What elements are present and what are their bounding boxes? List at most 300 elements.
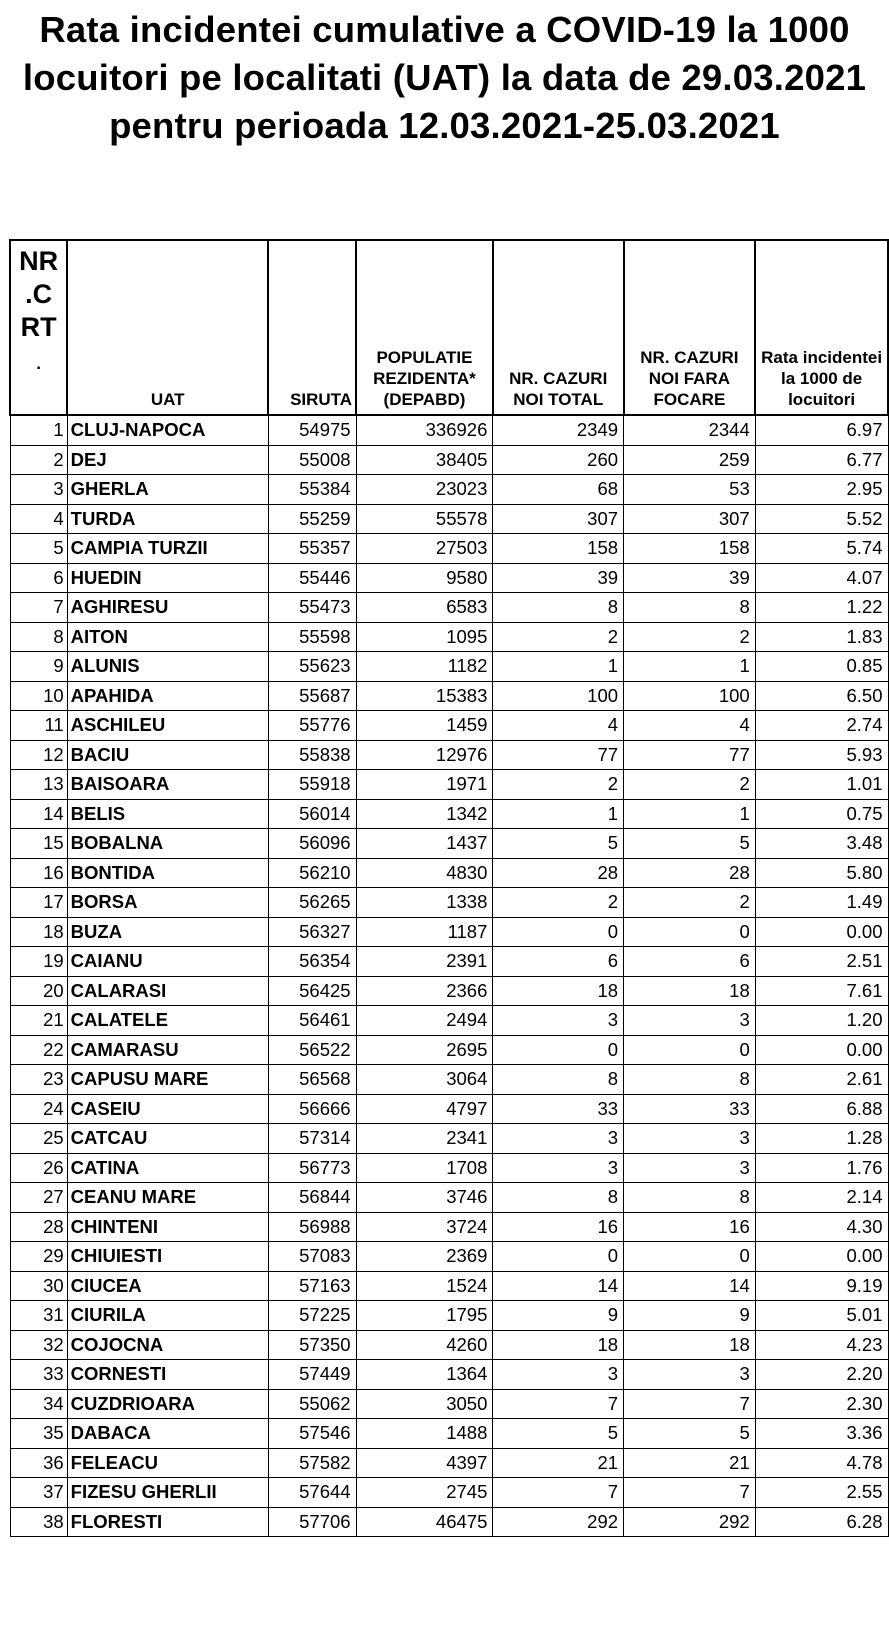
cell-uat: BONTIDA bbox=[67, 858, 268, 888]
cell-siruta: 56354 bbox=[268, 947, 356, 977]
table-row bbox=[10, 563, 888, 593]
header-cazuri-fara-focare: NR. CAZURI NOI FARA FOCARE bbox=[624, 240, 756, 415]
cell-siruta: 55446 bbox=[268, 563, 356, 593]
cell-populatie: 3746 bbox=[356, 1183, 493, 1213]
cell-siruta: 55776 bbox=[268, 711, 356, 741]
table-row bbox=[10, 1448, 888, 1478]
cell-populatie: 1437 bbox=[356, 829, 493, 859]
cell-rata: 1.76 bbox=[755, 1153, 888, 1183]
cell-nr: 4 bbox=[10, 504, 67, 534]
header-siruta: SIRUTA bbox=[268, 240, 356, 415]
cell-siruta: 56265 bbox=[268, 888, 356, 918]
cell-siruta: 55623 bbox=[268, 652, 356, 682]
cell-populatie: 23023 bbox=[356, 475, 493, 505]
cell-cazuri-fara-focare: 14 bbox=[624, 1271, 756, 1301]
table-row bbox=[10, 415, 888, 445]
cell-cazuri-fara-focare: 307 bbox=[624, 504, 756, 534]
cell-populatie: 2391 bbox=[356, 947, 493, 977]
table-row bbox=[10, 917, 888, 947]
cell-cazuri-total: 2349 bbox=[493, 415, 624, 445]
cell-cazuri-total: 2 bbox=[493, 770, 624, 800]
header-cazuri-total: NR. CAZURI NOI TOTAL bbox=[493, 240, 624, 415]
cell-siruta: 54975 bbox=[268, 415, 356, 445]
cell-rata: 5.52 bbox=[755, 504, 888, 534]
cell-rata: 4.78 bbox=[755, 1448, 888, 1478]
cell-cazuri-fara-focare: 3 bbox=[624, 1124, 756, 1154]
header-nr-part: . bbox=[36, 354, 41, 373]
table-row bbox=[10, 652, 888, 682]
cell-nr: 6 bbox=[10, 563, 67, 593]
cell-siruta: 57314 bbox=[268, 1124, 356, 1154]
cell-cazuri-total: 68 bbox=[493, 475, 624, 505]
cell-cazuri-fara-focare: 3 bbox=[624, 1360, 756, 1390]
cell-siruta: 56096 bbox=[268, 829, 356, 859]
table-row bbox=[10, 681, 888, 711]
cell-rata: 5.93 bbox=[755, 740, 888, 770]
cell-nr: 11 bbox=[10, 711, 67, 741]
header-nr-part: NR bbox=[19, 246, 59, 276]
cell-rata: 6.97 bbox=[755, 415, 888, 445]
cell-siruta: 55384 bbox=[268, 475, 356, 505]
cell-rata: 2.51 bbox=[755, 947, 888, 977]
cell-siruta: 55062 bbox=[268, 1389, 356, 1419]
cell-cazuri-fara-focare: 39 bbox=[624, 563, 756, 593]
cell-nr: 31 bbox=[10, 1301, 67, 1331]
cell-rata: 2.20 bbox=[755, 1360, 888, 1390]
cell-siruta: 56568 bbox=[268, 1065, 356, 1095]
table-row bbox=[10, 1507, 888, 1537]
cell-cazuri-total: 5 bbox=[493, 829, 624, 859]
table-row bbox=[10, 1330, 888, 1360]
cell-rata: 2.30 bbox=[755, 1389, 888, 1419]
cell-nr: 38 bbox=[10, 1507, 67, 1537]
cell-populatie: 1338 bbox=[356, 888, 493, 918]
cell-cazuri-fara-focare: 1 bbox=[624, 799, 756, 829]
cell-populatie: 1795 bbox=[356, 1301, 493, 1331]
cell-nr: 23 bbox=[10, 1065, 67, 1095]
cell-uat: BACIU bbox=[67, 740, 268, 770]
cell-cazuri-total: 39 bbox=[493, 563, 624, 593]
cell-rata: 1.28 bbox=[755, 1124, 888, 1154]
table-row bbox=[10, 534, 888, 564]
cell-populatie: 2695 bbox=[356, 1035, 493, 1065]
cell-siruta: 55357 bbox=[268, 534, 356, 564]
cell-rata: 1.83 bbox=[755, 622, 888, 652]
cell-cazuri-fara-focare: 18 bbox=[624, 1330, 756, 1360]
table-row bbox=[10, 799, 888, 829]
table-row bbox=[10, 888, 888, 918]
table-row bbox=[10, 1242, 888, 1272]
cell-populatie: 2366 bbox=[356, 976, 493, 1006]
cell-cazuri-fara-focare: 77 bbox=[624, 740, 756, 770]
cell-cazuri-fara-focare: 2 bbox=[624, 622, 756, 652]
cell-uat: CALATELE bbox=[67, 1006, 268, 1036]
cell-rata: 3.36 bbox=[755, 1419, 888, 1449]
cell-cazuri-total: 16 bbox=[493, 1212, 624, 1242]
cell-siruta: 55259 bbox=[268, 504, 356, 534]
cell-uat: GHERLA bbox=[67, 475, 268, 505]
cell-uat: CHINTENI bbox=[67, 1212, 268, 1242]
cell-populatie: 4830 bbox=[356, 858, 493, 888]
cell-uat: BAISOARA bbox=[67, 770, 268, 800]
cell-siruta: 55838 bbox=[268, 740, 356, 770]
cell-cazuri-fara-focare: 0 bbox=[624, 1242, 756, 1272]
cell-cazuri-fara-focare: 7 bbox=[624, 1478, 756, 1508]
cell-siruta: 55008 bbox=[268, 445, 356, 475]
cell-uat: CALARASI bbox=[67, 976, 268, 1006]
cell-uat: FIZESU GHERLII bbox=[67, 1478, 268, 1508]
cell-siruta: 56461 bbox=[268, 1006, 356, 1036]
cell-cazuri-fara-focare: 5 bbox=[624, 829, 756, 859]
cell-uat: APAHIDA bbox=[67, 681, 268, 711]
table-row bbox=[10, 475, 888, 505]
table-row bbox=[10, 770, 888, 800]
table-row bbox=[10, 1124, 888, 1154]
table-row bbox=[10, 711, 888, 741]
table-body bbox=[10, 415, 888, 1537]
cell-populatie: 3064 bbox=[356, 1065, 493, 1095]
cell-cazuri-fara-focare: 8 bbox=[624, 593, 756, 623]
table-row bbox=[10, 1035, 888, 1065]
cell-cazuri-total: 4 bbox=[493, 711, 624, 741]
header-nr-part: .C bbox=[25, 279, 53, 309]
cell-cazuri-fara-focare: 53 bbox=[624, 475, 756, 505]
cell-uat: FELEACU bbox=[67, 1448, 268, 1478]
cell-nr: 5 bbox=[10, 534, 67, 564]
cell-cazuri-total: 8 bbox=[493, 593, 624, 623]
cell-nr: 14 bbox=[10, 799, 67, 829]
cell-nr: 37 bbox=[10, 1478, 67, 1508]
table-row bbox=[10, 1212, 888, 1242]
cell-siruta: 57582 bbox=[268, 1448, 356, 1478]
cell-rata: 6.28 bbox=[755, 1507, 888, 1537]
cell-populatie: 15383 bbox=[356, 681, 493, 711]
cell-rata: 4.23 bbox=[755, 1330, 888, 1360]
cell-nr: 15 bbox=[10, 829, 67, 859]
cell-siruta: 56666 bbox=[268, 1094, 356, 1124]
cell-populatie: 2745 bbox=[356, 1478, 493, 1508]
table-row bbox=[10, 976, 888, 1006]
cell-uat: CAMPIA TURZII bbox=[67, 534, 268, 564]
cell-populatie: 4397 bbox=[356, 1448, 493, 1478]
cell-uat: CHIUIESTI bbox=[67, 1242, 268, 1272]
cell-cazuri-total: 18 bbox=[493, 976, 624, 1006]
cell-uat: TURDA bbox=[67, 504, 268, 534]
cell-siruta: 56014 bbox=[268, 799, 356, 829]
cell-cazuri-total: 3 bbox=[493, 1006, 624, 1036]
table-row bbox=[10, 1389, 888, 1419]
cell-nr: 21 bbox=[10, 1006, 67, 1036]
cell-nr: 2 bbox=[10, 445, 67, 475]
cell-rata: 3.48 bbox=[755, 829, 888, 859]
header-rata: Rata incidentei la 1000 de locuitori bbox=[755, 240, 888, 415]
cell-cazuri-fara-focare: 16 bbox=[624, 1212, 756, 1242]
cell-rata: 0.00 bbox=[755, 1035, 888, 1065]
table-row bbox=[10, 1419, 888, 1449]
cell-uat: CATCAU bbox=[67, 1124, 268, 1154]
cell-populatie: 9580 bbox=[356, 563, 493, 593]
cell-cazuri-total: 2 bbox=[493, 888, 624, 918]
cell-siruta: 55687 bbox=[268, 681, 356, 711]
cell-populatie: 12976 bbox=[356, 740, 493, 770]
cell-uat: CAIANU bbox=[67, 947, 268, 977]
cell-uat: BORSA bbox=[67, 888, 268, 918]
cell-cazuri-total: 18 bbox=[493, 1330, 624, 1360]
cell-populatie: 6583 bbox=[356, 593, 493, 623]
cell-cazuri-fara-focare: 8 bbox=[624, 1183, 756, 1213]
cell-rata: 0.00 bbox=[755, 917, 888, 947]
cell-rata: 6.88 bbox=[755, 1094, 888, 1124]
cell-cazuri-fara-focare: 2344 bbox=[624, 415, 756, 445]
cell-uat: CASEIU bbox=[67, 1094, 268, 1124]
cell-nr: 25 bbox=[10, 1124, 67, 1154]
cell-rata: 6.50 bbox=[755, 681, 888, 711]
cell-nr: 30 bbox=[10, 1271, 67, 1301]
table-row bbox=[10, 1065, 888, 1095]
table-row bbox=[10, 622, 888, 652]
cell-cazuri-total: 0 bbox=[493, 1242, 624, 1272]
header-nr-part: RT bbox=[20, 312, 57, 342]
cell-uat: BOBALNA bbox=[67, 829, 268, 859]
cell-cazuri-total: 7 bbox=[493, 1478, 624, 1508]
cell-uat: FLORESTI bbox=[67, 1507, 268, 1537]
cell-cazuri-fara-focare: 33 bbox=[624, 1094, 756, 1124]
cell-uat: BELIS bbox=[67, 799, 268, 829]
cell-populatie: 3724 bbox=[356, 1212, 493, 1242]
cell-siruta: 56988 bbox=[268, 1212, 356, 1242]
cell-nr: 17 bbox=[10, 888, 67, 918]
cell-cazuri-total: 3 bbox=[493, 1360, 624, 1390]
cell-cazuri-total: 77 bbox=[493, 740, 624, 770]
cell-cazuri-fara-focare: 18 bbox=[624, 976, 756, 1006]
cell-uat: DABACA bbox=[67, 1419, 268, 1449]
cell-cazuri-fara-focare: 259 bbox=[624, 445, 756, 475]
cell-uat: CEANU MARE bbox=[67, 1183, 268, 1213]
cell-cazuri-fara-focare: 3 bbox=[624, 1153, 756, 1183]
cell-cazuri-total: 2 bbox=[493, 622, 624, 652]
cell-cazuri-total: 21 bbox=[493, 1448, 624, 1478]
cell-siruta: 56210 bbox=[268, 858, 356, 888]
cell-cazuri-fara-focare: 292 bbox=[624, 1507, 756, 1537]
cell-uat: CLUJ-NAPOCA bbox=[67, 415, 268, 445]
cell-siruta: 55918 bbox=[268, 770, 356, 800]
cell-nr: 36 bbox=[10, 1448, 67, 1478]
page-title: Rata incidentei cumulative a COVID-19 la 1000 locuitori pe localitati (UAT) la data de 29.03.2021 pentru perioada 12.03.2021-25.03.2021 bbox=[22, 9, 867, 146]
cell-populatie: 1459 bbox=[356, 711, 493, 741]
cell-uat: CAPUSU MARE bbox=[67, 1065, 268, 1095]
cell-uat: CORNESTI bbox=[67, 1360, 268, 1390]
incidence-table bbox=[9, 239, 889, 1537]
cell-cazuri-fara-focare: 1 bbox=[624, 652, 756, 682]
cell-rata: 2.61 bbox=[755, 1065, 888, 1095]
cell-rata: 5.01 bbox=[755, 1301, 888, 1331]
cell-siruta: 57706 bbox=[268, 1507, 356, 1537]
table-row bbox=[10, 1301, 888, 1331]
cell-populatie: 27503 bbox=[356, 534, 493, 564]
cell-cazuri-total: 28 bbox=[493, 858, 624, 888]
cell-cazuri-fara-focare: 8 bbox=[624, 1065, 756, 1095]
cell-cazuri-fara-focare: 7 bbox=[624, 1389, 756, 1419]
table-row bbox=[10, 740, 888, 770]
cell-cazuri-total: 7 bbox=[493, 1389, 624, 1419]
cell-nr: 26 bbox=[10, 1153, 67, 1183]
cell-cazuri-total: 8 bbox=[493, 1183, 624, 1213]
cell-populatie: 46475 bbox=[356, 1507, 493, 1537]
cell-siruta: 56425 bbox=[268, 976, 356, 1006]
cell-uat: ASCHILEU bbox=[67, 711, 268, 741]
cell-rata: 0.75 bbox=[755, 799, 888, 829]
cell-populatie: 336926 bbox=[356, 415, 493, 445]
cell-nr: 22 bbox=[10, 1035, 67, 1065]
cell-rata: 5.74 bbox=[755, 534, 888, 564]
cell-rata: 9.19 bbox=[755, 1271, 888, 1301]
cell-populatie: 2494 bbox=[356, 1006, 493, 1036]
cell-siruta: 56327 bbox=[268, 917, 356, 947]
cell-siruta: 56773 bbox=[268, 1153, 356, 1183]
cell-rata: 2.95 bbox=[755, 475, 888, 505]
cell-nr: 29 bbox=[10, 1242, 67, 1272]
cell-rata: 4.07 bbox=[755, 563, 888, 593]
cell-cazuri-total: 6 bbox=[493, 947, 624, 977]
cell-populatie: 1364 bbox=[356, 1360, 493, 1390]
cell-uat: CAMARASU bbox=[67, 1035, 268, 1065]
cell-siruta: 57163 bbox=[268, 1271, 356, 1301]
cell-nr: 20 bbox=[10, 976, 67, 1006]
cell-rata: 1.49 bbox=[755, 888, 888, 918]
cell-rata: 2.74 bbox=[755, 711, 888, 741]
cell-uat: AITON bbox=[67, 622, 268, 652]
cell-populatie: 1488 bbox=[356, 1419, 493, 1449]
table-row bbox=[10, 1360, 888, 1390]
cell-cazuri-fara-focare: 158 bbox=[624, 534, 756, 564]
cell-cazuri-total: 158 bbox=[493, 534, 624, 564]
cell-nr: 1 bbox=[10, 415, 67, 445]
table-row bbox=[10, 947, 888, 977]
header-uat: UAT bbox=[67, 240, 268, 415]
cell-cazuri-total: 3 bbox=[493, 1124, 624, 1154]
table-row bbox=[10, 593, 888, 623]
cell-rata: 1.01 bbox=[755, 770, 888, 800]
cell-cazuri-fara-focare: 28 bbox=[624, 858, 756, 888]
cell-nr: 13 bbox=[10, 770, 67, 800]
cell-cazuri-total: 8 bbox=[493, 1065, 624, 1095]
cell-rata: 4.30 bbox=[755, 1212, 888, 1242]
cell-nr: 8 bbox=[10, 622, 67, 652]
table-row bbox=[10, 1153, 888, 1183]
cell-populatie: 1524 bbox=[356, 1271, 493, 1301]
cell-uat: CUZDRIOARA bbox=[67, 1389, 268, 1419]
cell-nr: 10 bbox=[10, 681, 67, 711]
cell-siruta: 57644 bbox=[268, 1478, 356, 1508]
table-row bbox=[10, 1183, 888, 1213]
cell-cazuri-total: 5 bbox=[493, 1419, 624, 1449]
cell-nr: 7 bbox=[10, 593, 67, 623]
cell-cazuri-fara-focare: 5 bbox=[624, 1419, 756, 1449]
cell-cazuri-fara-focare: 0 bbox=[624, 1035, 756, 1065]
cell-populatie: 55578 bbox=[356, 504, 493, 534]
cell-nr: 27 bbox=[10, 1183, 67, 1213]
cell-populatie: 4260 bbox=[356, 1330, 493, 1360]
cell-uat: AGHIRESU bbox=[67, 593, 268, 623]
cell-cazuri-total: 307 bbox=[493, 504, 624, 534]
cell-siruta: 56522 bbox=[268, 1035, 356, 1065]
cell-siruta: 57350 bbox=[268, 1330, 356, 1360]
cell-cazuri-total: 14 bbox=[493, 1271, 624, 1301]
cell-uat: CIUCEA bbox=[67, 1271, 268, 1301]
cell-nr: 32 bbox=[10, 1330, 67, 1360]
cell-populatie: 1187 bbox=[356, 917, 493, 947]
cell-populatie: 2341 bbox=[356, 1124, 493, 1154]
table-row bbox=[10, 829, 888, 859]
cell-nr: 19 bbox=[10, 947, 67, 977]
table-row bbox=[10, 1271, 888, 1301]
cell-cazuri-total: 0 bbox=[493, 917, 624, 947]
cell-uat: HUEDIN bbox=[67, 563, 268, 593]
cell-cazuri-total: 1 bbox=[493, 799, 624, 829]
cell-uat: CATINA bbox=[67, 1153, 268, 1183]
table-row bbox=[10, 1006, 888, 1036]
cell-populatie: 38405 bbox=[356, 445, 493, 475]
header-nr bbox=[10, 240, 67, 415]
table-row bbox=[10, 1478, 888, 1508]
cell-nr: 3 bbox=[10, 475, 67, 505]
cell-cazuri-fara-focare: 6 bbox=[624, 947, 756, 977]
cell-siruta: 57546 bbox=[268, 1419, 356, 1449]
cell-rata: 1.20 bbox=[755, 1006, 888, 1036]
cell-rata: 2.14 bbox=[755, 1183, 888, 1213]
cell-siruta: 57083 bbox=[268, 1242, 356, 1272]
cell-nr: 9 bbox=[10, 652, 67, 682]
cell-cazuri-fara-focare: 2 bbox=[624, 770, 756, 800]
cell-siruta: 57449 bbox=[268, 1360, 356, 1390]
cell-populatie: 4797 bbox=[356, 1094, 493, 1124]
cell-cazuri-fara-focare: 2 bbox=[624, 888, 756, 918]
cell-cazuri-total: 9 bbox=[493, 1301, 624, 1331]
cell-populatie: 1342 bbox=[356, 799, 493, 829]
cell-nr: 24 bbox=[10, 1094, 67, 1124]
cell-nr: 18 bbox=[10, 917, 67, 947]
cell-uat: BUZA bbox=[67, 917, 268, 947]
cell-cazuri-fara-focare: 0 bbox=[624, 917, 756, 947]
table-row bbox=[10, 858, 888, 888]
table-row bbox=[10, 504, 888, 534]
cell-rata: 7.61 bbox=[755, 976, 888, 1006]
cell-rata: 0.00 bbox=[755, 1242, 888, 1272]
cell-nr: 35 bbox=[10, 1419, 67, 1449]
cell-nr: 34 bbox=[10, 1389, 67, 1419]
cell-siruta: 56844 bbox=[268, 1183, 356, 1213]
cell-nr: 12 bbox=[10, 740, 67, 770]
table-row bbox=[10, 445, 888, 475]
cell-rata: 5.80 bbox=[755, 858, 888, 888]
cell-cazuri-fara-focare: 21 bbox=[624, 1448, 756, 1478]
cell-populatie: 1182 bbox=[356, 652, 493, 682]
cell-siruta: 57225 bbox=[268, 1301, 356, 1331]
cell-cazuri-fara-focare: 4 bbox=[624, 711, 756, 741]
cell-populatie: 2369 bbox=[356, 1242, 493, 1272]
cell-cazuri-fara-focare: 9 bbox=[624, 1301, 756, 1331]
cell-rata: 0.85 bbox=[755, 652, 888, 682]
cell-nr: 33 bbox=[10, 1360, 67, 1390]
cell-rata: 2.55 bbox=[755, 1478, 888, 1508]
cell-uat: ALUNIS bbox=[67, 652, 268, 682]
cell-cazuri-fara-focare: 3 bbox=[624, 1006, 756, 1036]
cell-cazuri-total: 292 bbox=[493, 1507, 624, 1537]
cell-nr: 16 bbox=[10, 858, 67, 888]
cell-cazuri-total: 3 bbox=[493, 1153, 624, 1183]
table-row bbox=[10, 1094, 888, 1124]
cell-nr: 28 bbox=[10, 1212, 67, 1242]
